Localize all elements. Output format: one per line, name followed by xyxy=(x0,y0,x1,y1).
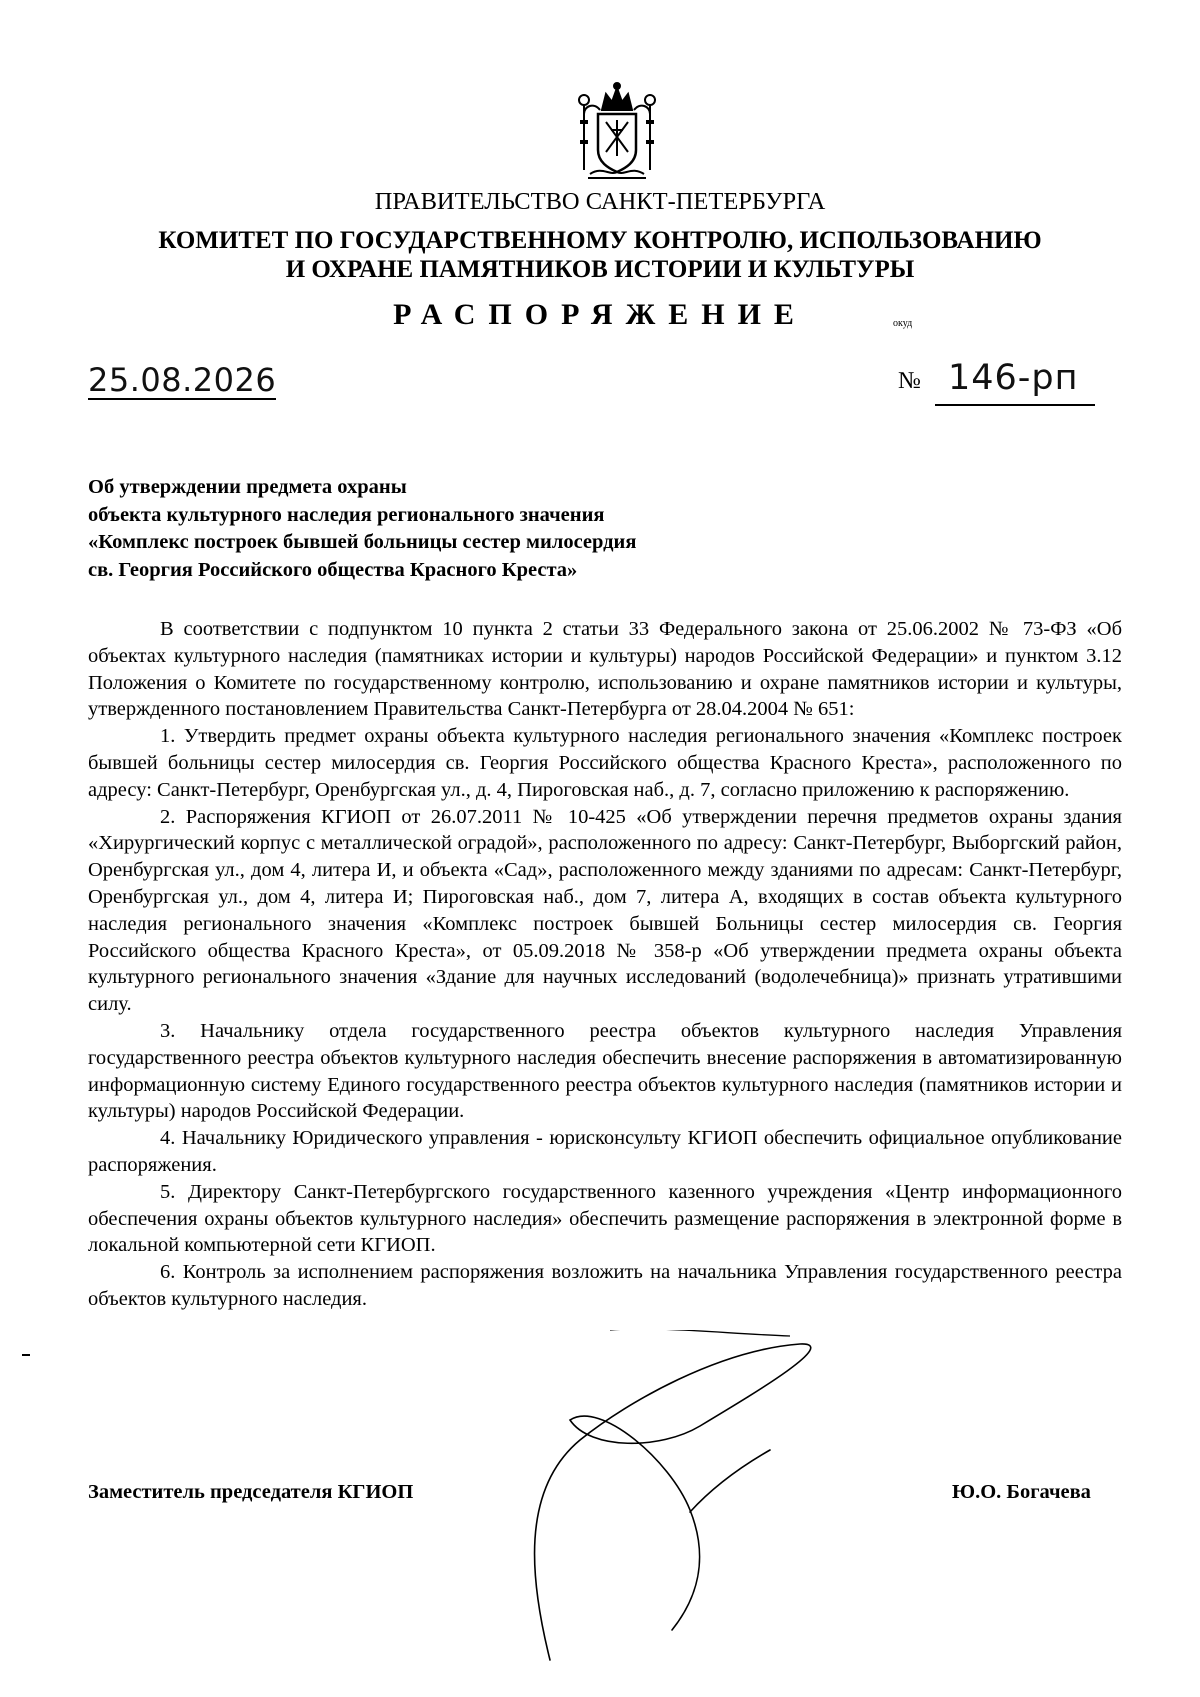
clause-6: 6. Контроль за исполнением распоряжения возложить на начальника Управления государственного реестра объектов культурного наследия. xyxy=(88,1261,1122,1310)
saint-petersburg-coat-of-arms-icon xyxy=(576,80,658,182)
number-underline xyxy=(935,404,1095,406)
subject-line: объекта культурного наследия регионального значения xyxy=(88,503,605,526)
handwritten-signature-icon xyxy=(460,1330,920,1680)
margin-mark xyxy=(22,1354,30,1356)
clause-4: 4. Начальнику Юридического управления - юрисконсульту КГИОП обеспечить официальное опубликование распоряжения. xyxy=(88,1127,1122,1176)
preamble-paragraph: В соответствии с подпунктом 10 пункта 2 статьи 33 Федерального закона от 25.06.2002 № 73-ФЗ «Об объектах культурного наследия (памятниках истории и культуры) народов Российской Федерации» и пунктом 3.12 Положения о Комитете по государственному контролю, использованию и охране памятников истории и культуры, утвержденного постановлением Правительства Санкт-Петербурга от 28.04.2004 № 651: xyxy=(88,618,1122,721)
document-type-title: РАСПОРЯЖЕНИЕ xyxy=(393,298,807,331)
handwritten-date: 25.08.2026 xyxy=(88,361,277,399)
subject-line: Об утверждении предмета охраны xyxy=(88,476,407,498)
number-label: № xyxy=(898,368,921,394)
signatory-position: Заместитель председателя КГИОП xyxy=(88,1481,414,1503)
committee-name-line-2: И ОХРАНЕ ПАМЯТНИКОВ ИСТОРИИ И КУЛЬТУРЫ xyxy=(285,256,915,283)
document-body xyxy=(88,616,1122,1313)
subject-line: «Комплекс построек бывшей больницы сестер милосердия xyxy=(88,531,637,553)
clause-2: 2. Распоряжения КГИОП от 26.07.2011 № 10-425 «Об утверждении перечня предметов охраны здания «Хирургический корпус с металлической оградой», расположенного по адресу: Санкт-Петербург, Выборгский район, Оренбургская ул., дом 4, литера И, и объекта «Сад», расположенного между зданиями по адресам: Санкт-Петербург, Оренбургская ул., дом 4, литера И; Пироговская наб., дом 7, литера А, входящих в состав объекта культурного наследия регионального значения «Комплекс построек бывшей Больницы сестер милосердия св. Георгия Российского общества Красного Креста», от 05.09.2018 № 358-р «Об утверждении предмета охраны объекта культурного регионального значения «Здание для научных исследований (водолечебница)» признать утратившими силу. xyxy=(88,805,1122,1016)
subject-line: св. Георгия Российского общества Красного Креста» xyxy=(88,558,578,581)
clause-5: 5. Директору Санкт-Петербургского государственного казенного учреждения «Центр информационного обеспечения охраны объектов культурного наследия» обеспечить размещение распоряжения в электронной форме в локальной компьютерной сети КГИОП. xyxy=(88,1180,1122,1257)
clause-1: 1. Утвердить предмет охраны объекта культурного наследия регионального значения «Комплекс построек бывшей больницы сестер милосердия св. Георгия Российского общества Красного Креста», расположенного по адресу: Санкт-Петербург, Оренбургская ул., д. 4, Пироговская наб., д. 7, согласно приложению к распоряжению. xyxy=(88,725,1122,801)
okud-label: окуд xyxy=(893,318,913,329)
document-subject xyxy=(88,474,636,584)
government-name: ПРАВИТЕЛЬСТВО САНКТ-ПЕТЕРБУРГА xyxy=(374,188,826,215)
signatory-name: Ю.О. Богачева xyxy=(952,1481,1091,1503)
committee-name-line-1: КОМИТЕТ ПО ГОСУДАРСТВЕННОМУ КОНТРОЛЮ, ИСПОЛЬЗОВАНИЮ xyxy=(158,227,1042,254)
clause-3: 3. Начальнику отдела государственного реестра объектов культурного наследия Управления государственного реестра объектов культурного наследия обеспечить внесение распоряжения в автоматизированную информационную систему Единого государственного реестра объектов культурного наследия (памятников истории и культуры) народов Российской Федерации. xyxy=(88,1019,1122,1123)
handwritten-number: 146-рп xyxy=(948,358,1079,398)
